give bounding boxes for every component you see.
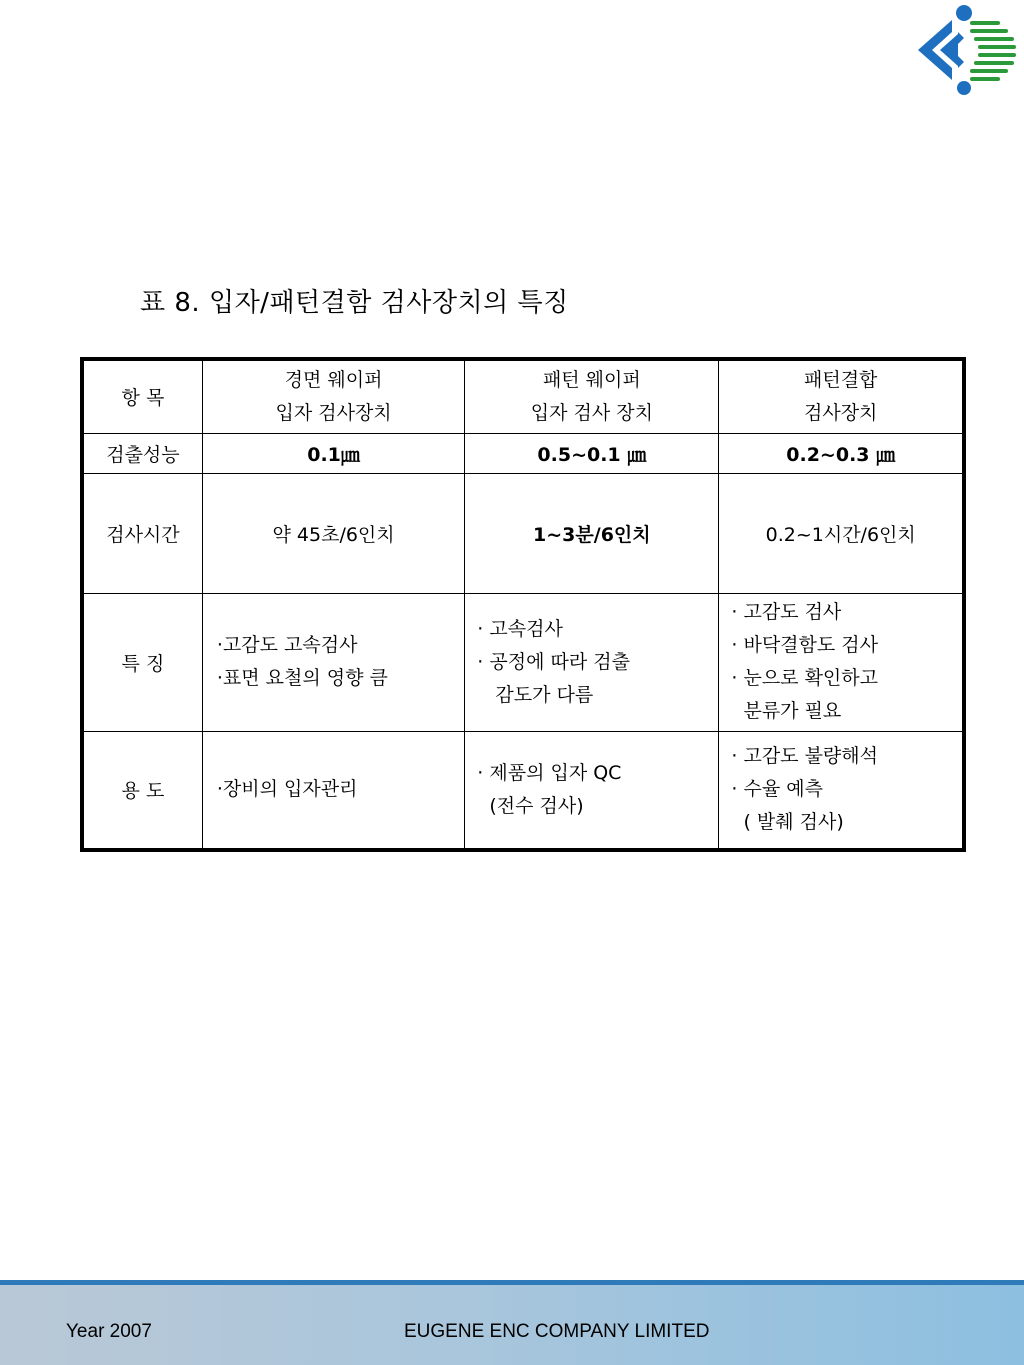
footer-bar bbox=[0, 1280, 1024, 1365]
detection-col2: 0.5~0.1 ㎛ bbox=[465, 433, 719, 473]
header-item-cell: 항 목 bbox=[82, 359, 202, 433]
list-item: · 고감도 불량해석 bbox=[731, 745, 878, 768]
row-label: 검사시간 bbox=[82, 473, 202, 593]
header-col3-line1: 패턴결합 bbox=[803, 368, 878, 391]
header-col3-line2: 검사장치 bbox=[803, 401, 878, 424]
list-item: ·고감도 고속검사 bbox=[216, 634, 358, 656]
inspection-device-table bbox=[80, 357, 966, 852]
usage-col3 bbox=[719, 731, 964, 850]
feature-col1 bbox=[202, 593, 464, 731]
usage-col2 bbox=[465, 731, 719, 850]
table-row bbox=[82, 731, 964, 850]
list-item: ·장비의 입자관리 bbox=[216, 778, 358, 801]
table-row bbox=[82, 473, 964, 593]
row-label: 검출성능 bbox=[82, 433, 202, 473]
list-item: · 제품의 입자 QC bbox=[477, 761, 622, 784]
list-item: ( 발췌 검사) bbox=[731, 811, 844, 834]
time-col3: 0.2~1시간/6인치 bbox=[719, 473, 964, 593]
list-item: · 공정에 따라 검출 bbox=[477, 650, 630, 673]
table-header-row bbox=[82, 359, 964, 433]
usage-col1 bbox=[202, 731, 464, 850]
detection-col3: 0.2~0.3 ㎛ bbox=[719, 433, 964, 473]
list-item: · 수율 예측 bbox=[731, 778, 823, 801]
footer-company: EUGENE ENC COMPANY LIMITED bbox=[404, 1321, 710, 1342]
header-col2-line2: 입자 검사 장치 bbox=[530, 401, 653, 424]
time-col2: 1~3분/6인치 bbox=[465, 473, 719, 593]
list-item: · 바닥결함도 검사 bbox=[731, 634, 878, 656]
page-title: 표 8. 입자/패턴결함 검사장치의 특징 bbox=[140, 288, 569, 318]
company-logo-icon bbox=[912, 2, 1020, 98]
header-col1-line2: 입자 검사장치 bbox=[275, 401, 392, 424]
row-label: 용 도 bbox=[82, 731, 202, 850]
list-item: 분류가 필요 bbox=[731, 700, 842, 722]
list-item: ·표면 요철의 영향 큼 bbox=[216, 667, 388, 689]
header-col3-cell bbox=[719, 359, 964, 433]
list-item: · 눈으로 확인하고 bbox=[731, 667, 878, 689]
header-col1-cell bbox=[202, 359, 464, 433]
table-row bbox=[82, 433, 964, 473]
header-col2-cell bbox=[465, 359, 719, 433]
header-col1-line1: 경면 웨이퍼 bbox=[284, 368, 383, 391]
table-row bbox=[82, 593, 964, 731]
list-item: 감도가 다름 bbox=[477, 683, 594, 706]
list-item: · 고속검사 bbox=[477, 617, 563, 640]
time-col1: 약 45초/6인치 bbox=[202, 473, 464, 593]
header-col2-line1: 패턴 웨이퍼 bbox=[542, 368, 641, 391]
feature-col3 bbox=[719, 593, 964, 731]
row-label: 특 징 bbox=[82, 593, 202, 731]
list-item: (전수 검사) bbox=[477, 794, 584, 817]
feature-col2 bbox=[465, 593, 719, 731]
footer-year: Year 2007 bbox=[66, 1321, 152, 1342]
detection-col1: 0.1㎛ bbox=[202, 433, 464, 473]
list-item: · 고감도 검사 bbox=[731, 601, 842, 623]
